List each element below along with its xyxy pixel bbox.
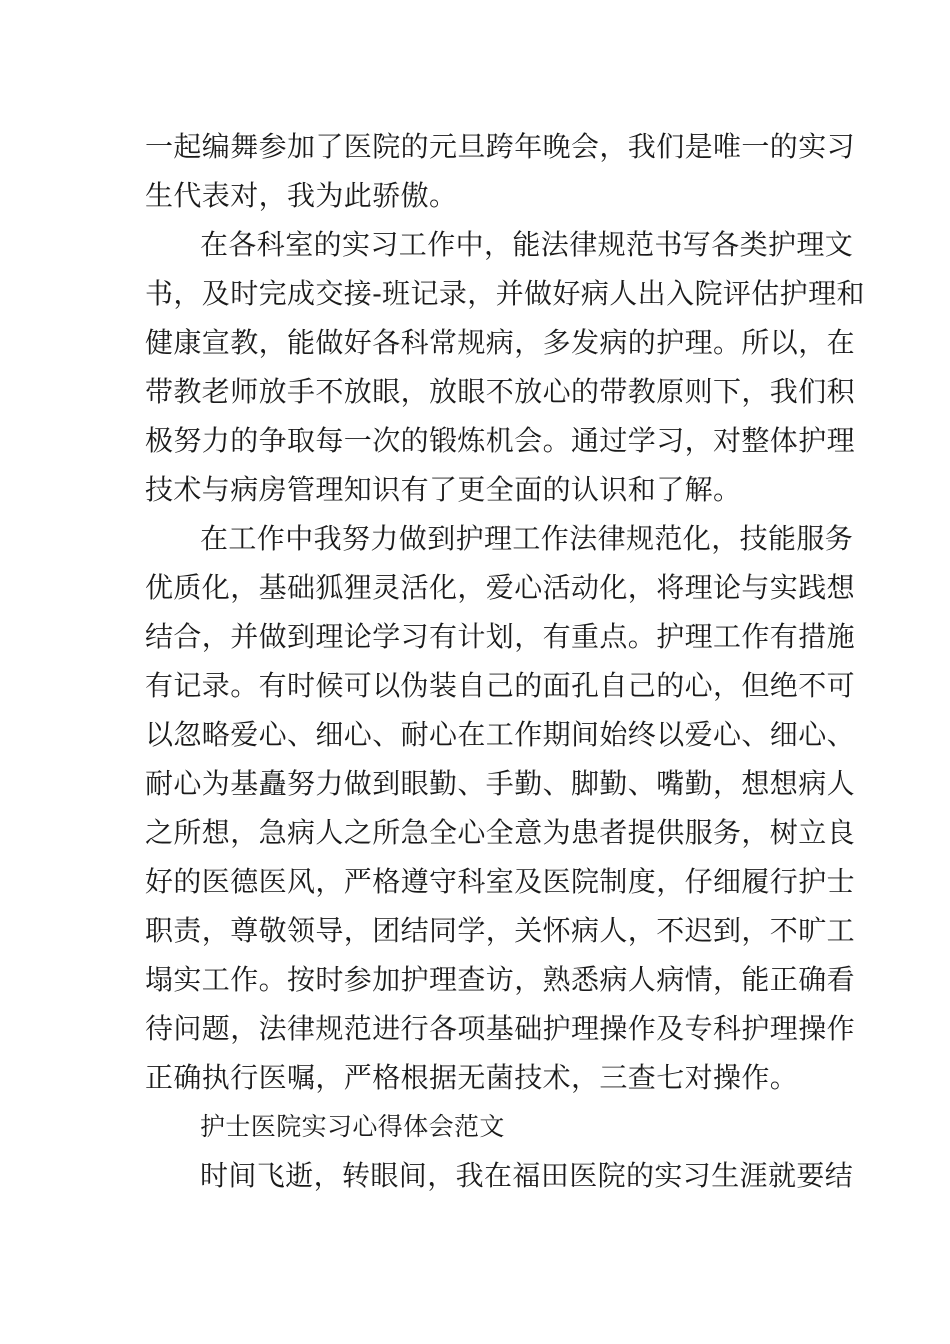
- paragraph-start-line: 在各科室的实习工作中，能法律规范书写各类护理文: [200, 228, 854, 261]
- paragraph-start-line: 在工作中我努力做到护理工作法律规范化，技能服务: [200, 522, 854, 555]
- text-line: 带教老师放手不放眼，放眼不放心的带教原则下，我们积: [145, 375, 856, 408]
- text-line: 优质化，基础狐狸灵活化，爱心活动化，将理论与实践想: [145, 571, 856, 604]
- document-body: [145, 122, 865, 1200]
- text-line: 一起编舞参加了医院的元旦跨年晚会，我们是唯一的实习: [145, 130, 856, 163]
- text-line: 待问题，法律规范进行各项基础护理操作及专科护理操作: [145, 1012, 856, 1045]
- text-line: 极努力的争取每一次的锻炼机会。通过学习，对整体护理: [145, 424, 856, 457]
- text-line: 耐心为基矗努力做到眼勤、手勤、脚勤、嘴勤，想想病人: [145, 767, 856, 800]
- section-heading: 护士医院实习心得体会范文: [200, 1112, 505, 1141]
- text-line: 书，及时完成交接-班记录，并做好病人出入院评估护理和: [145, 277, 865, 310]
- text-line: 之所想，急病人之所急全心全意为患者提供服务，树立良: [145, 816, 856, 849]
- text-line: 以忽略爱心、细心、耐心在工作期间始终以爱心、细心、: [145, 718, 856, 751]
- text-line: 塌实工作。按时参加护理查访，熟悉病人病情，能正确看: [145, 963, 856, 996]
- text-line: 职责，尊敬领导，团结同学，关怀病人，不迟到，不旷工: [145, 914, 856, 947]
- text-line: 生代表对，我为此骄傲。: [145, 179, 458, 212]
- paragraph-start-line: 时间飞逝，转眼间，我在福田医院的实习生涯就要结: [200, 1159, 854, 1192]
- text-line: 技术与病房管理知识有了更全面的认识和了解。: [145, 473, 742, 506]
- text-line: 有记录。有时候可以伪装自己的面孔自己的心，但绝不可: [145, 669, 856, 702]
- text-line: 好的医德医风，严格遵守科室及医院制度，仔细履行护士: [145, 865, 856, 898]
- text-line: 结合，并做到理论学习有计划，有重点。护理工作有措施: [145, 620, 856, 653]
- text-line: 健康宣教，能做好各科常规病，多发病的护理。所以，在: [145, 326, 856, 359]
- text-line: 正确执行医嘱，严格根据无菌技术，三查七对操作。: [145, 1061, 799, 1094]
